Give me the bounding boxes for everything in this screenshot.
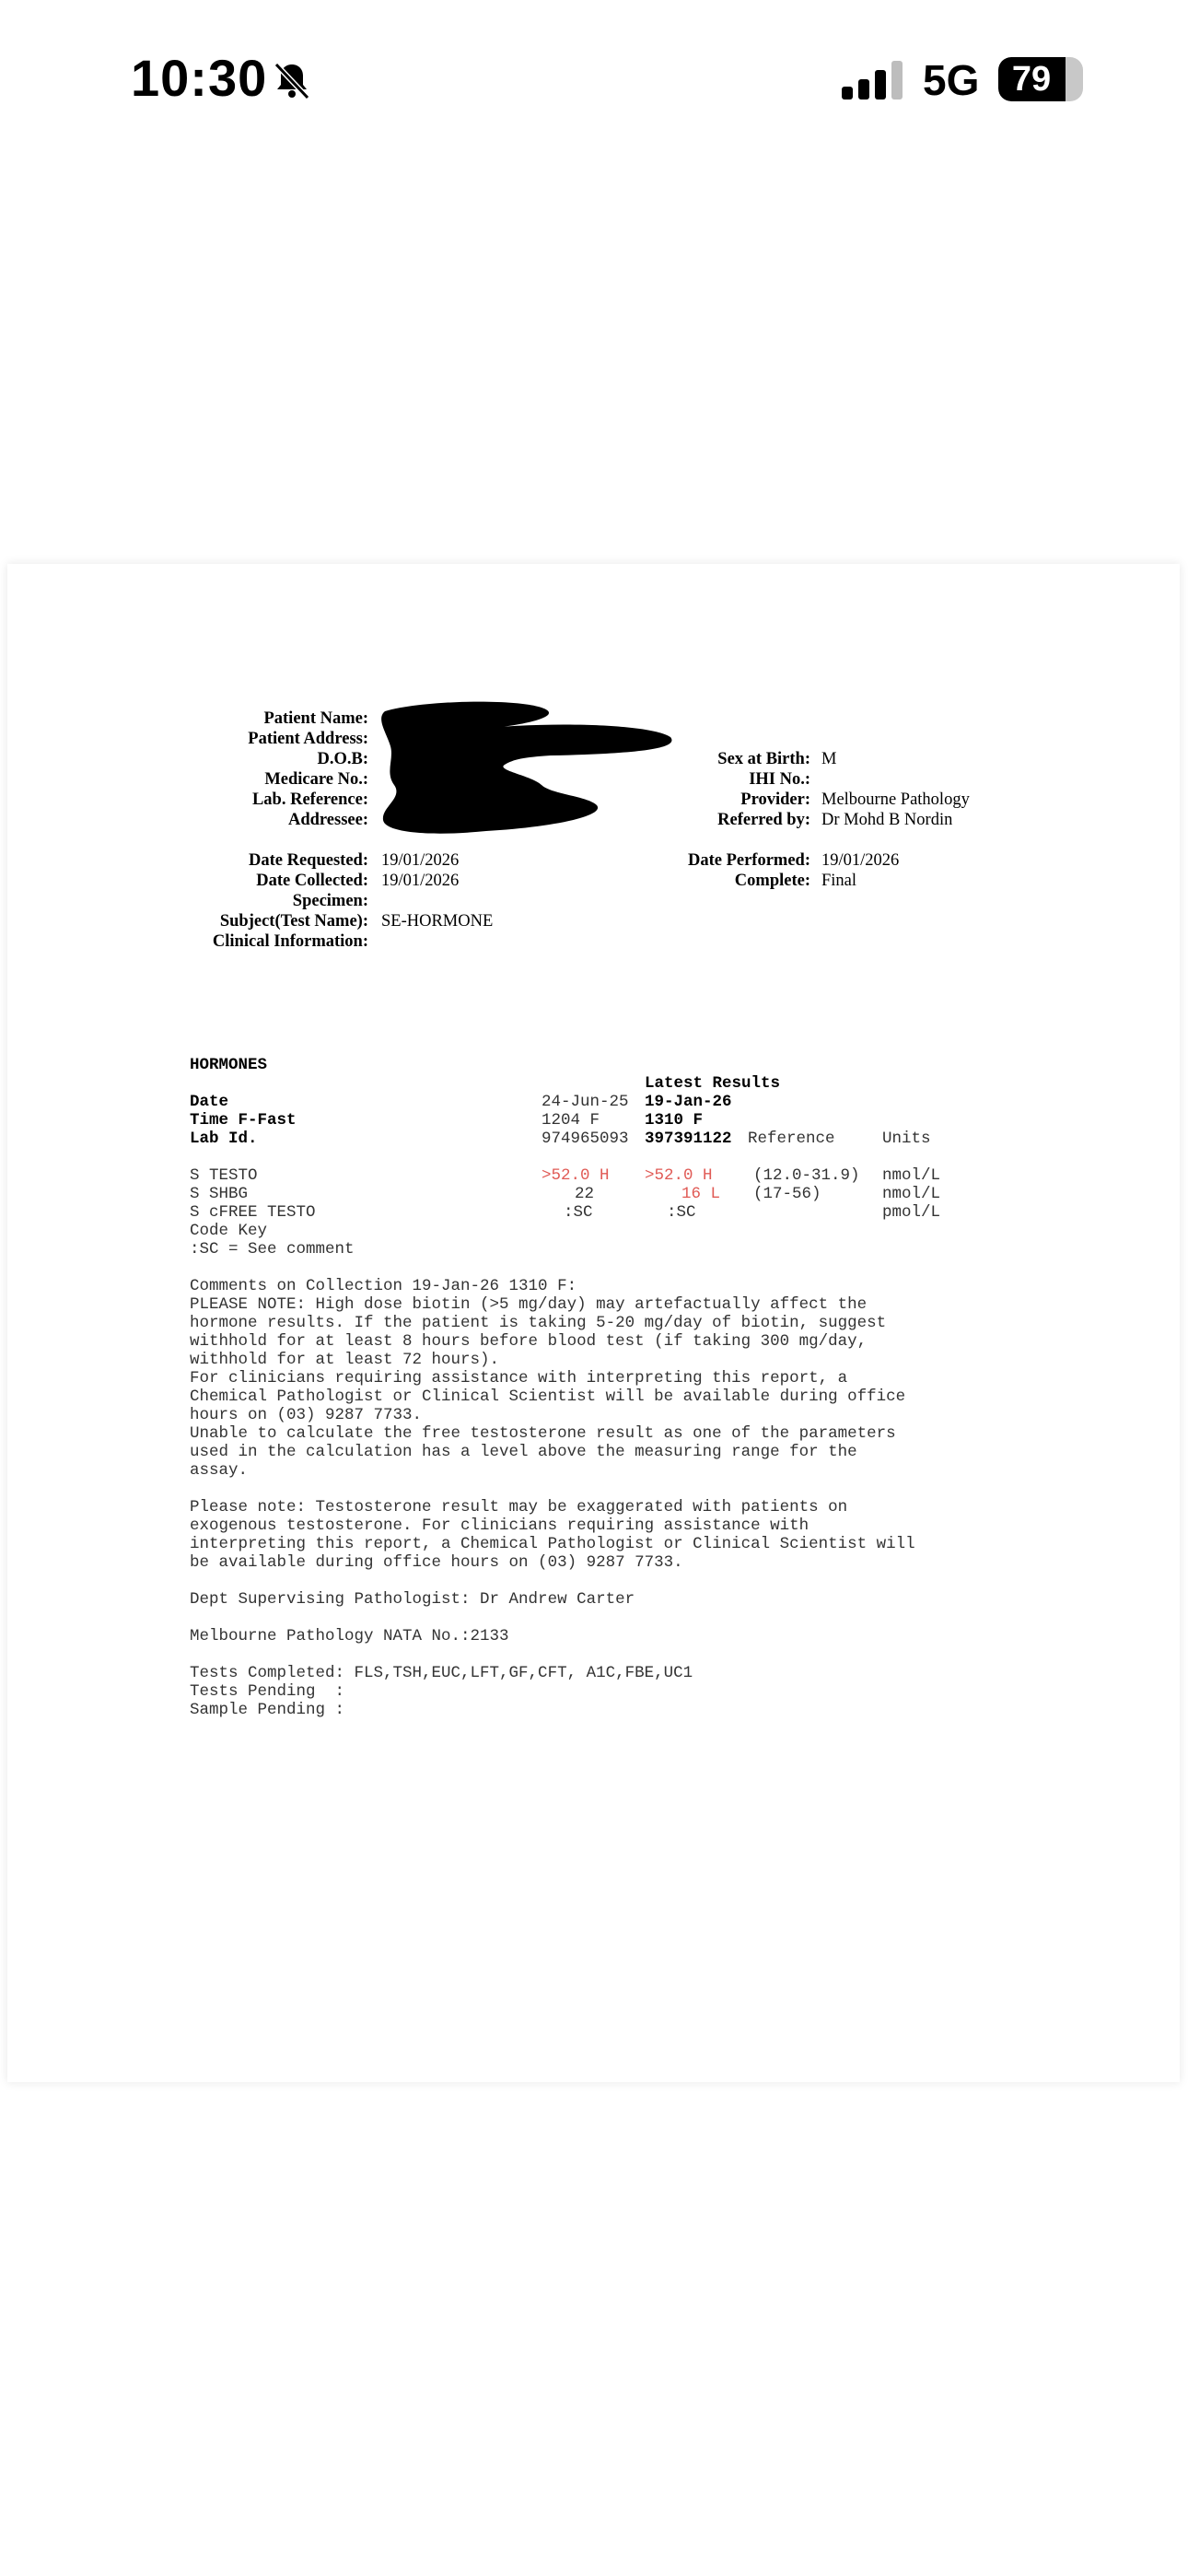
test-name: S TESTO	[190, 1166, 258, 1185]
label-lab-reference: Lab. Reference:	[251, 790, 368, 809]
report-page	[7, 564, 1180, 2082]
label-referred: Referred by:	[717, 811, 810, 829]
row-label-lab-id: Lab Id.	[190, 1130, 258, 1148]
value-provider: Melbourne Pathology	[821, 790, 970, 809]
battery-cap	[1076, 70, 1083, 88]
comment-line: withhold for at least 72 hours).	[190, 1351, 500, 1369]
label-dob: D.O.B:	[317, 750, 368, 768]
label-date-requested: Date Requested:	[249, 851, 368, 870]
test-latest: >52.0 H	[645, 1166, 713, 1185]
label-date-performed: Date Performed:	[687, 851, 810, 870]
code-key: Code Key	[190, 1222, 268, 1240]
lab-prev: 974965093	[542, 1130, 629, 1148]
comment-line: hours on (03) 9287 7733.	[190, 1406, 423, 1424]
value-date-performed: 19/01/2026	[821, 851, 900, 870]
code-sc: :SC = See comment	[190, 1240, 355, 1259]
comment-line: Comments on Collection 19-Jan-26 1310 F:	[190, 1277, 577, 1295]
time-prev: 1204 F	[542, 1111, 600, 1130]
label-subject: Subject(Test Name):	[219, 912, 368, 931]
section-title: HORMONES	[190, 1056, 268, 1074]
label-patient-name: Patient Name:	[263, 709, 368, 728]
comment-line: exogenous testosterone. For clinicians requiring assistance with	[190, 1516, 809, 1535]
comment-line: hormone results. If the patient is taking 5-20 mg/day of biotin, suggest	[190, 1314, 887, 1332]
units-header: Units	[882, 1130, 931, 1148]
test-latest: :SC	[667, 1203, 696, 1222]
test-units: nmol/L	[882, 1185, 941, 1203]
test-name: S cFREE TESTO	[190, 1203, 316, 1222]
comment-line: Please note: Testosterone result may be exaggerated with patients on	[190, 1498, 848, 1516]
time-latest: 1310 F	[645, 1111, 704, 1130]
label-ihi: IHI No.:	[749, 770, 810, 789]
date-prev: 24-Jun-25	[542, 1093, 629, 1111]
label-sex: Sex at Birth:	[717, 750, 810, 768]
latest-results-heading: Latest Results	[645, 1074, 781, 1093]
comment-line: Sample Pending :	[190, 1701, 345, 1719]
label-addressee: Addressee:	[287, 811, 368, 829]
bell-slash-icon	[271, 59, 313, 101]
label-date-collected: Date Collected:	[256, 872, 368, 890]
lab-latest: 397391122	[645, 1130, 732, 1148]
comment-line: Tests Completed: FLS,TSH,EUC,LFT,GF,CFT, A1C,FBE,UC1	[190, 1664, 693, 1682]
comment-line: Melbourne Pathology NATA No.:2133	[190, 1627, 509, 1645]
status-time: 10:30	[131, 49, 268, 107]
value-complete: Final	[821, 872, 857, 890]
network-type: 5G	[923, 56, 980, 104]
label-complete: Complete:	[734, 872, 810, 890]
value-date-collected: 19/01/2026	[381, 872, 460, 890]
comment-line: For clinicians requiring assistance with interpreting this report, a	[190, 1369, 848, 1388]
test-units: pmol/L	[882, 1203, 941, 1222]
redaction-mark	[367, 693, 680, 840]
row-label-time: Time F-Fast	[190, 1111, 297, 1130]
battery-level: 79	[1011, 60, 1052, 99]
label-specimen: Specimen:	[292, 892, 368, 910]
value-referred: Dr Mohd B Nordin	[821, 811, 953, 829]
date-latest: 19-Jan-26	[645, 1093, 732, 1111]
comment-line: be available during office hours on (03) 9287 7733.	[190, 1553, 683, 1572]
comment-line: interpreting this report, a Chemical Pathologist or Clinical Scientist will	[190, 1535, 915, 1553]
test-prev: :SC	[564, 1203, 593, 1222]
comment-line: Chemical Pathologist or Clinical Scientist will be available during office	[190, 1388, 906, 1406]
label-provider: Provider:	[740, 790, 810, 809]
test-latest: 16 L	[681, 1185, 721, 1203]
value-date-requested: 19/01/2026	[381, 851, 460, 870]
test-prev: 22	[575, 1185, 595, 1203]
test-name: S SHBG	[190, 1185, 249, 1203]
comment-line: Unable to calculate the free testosterone result as one of the parameters	[190, 1424, 896, 1443]
reference-header: Reference	[748, 1130, 835, 1148]
label-clinical-info: Clinical Information:	[212, 932, 368, 951]
comment-line: Tests Pending :	[190, 1682, 345, 1701]
label-medicare: Medicare No.:	[264, 770, 368, 789]
value-subject: SE-HORMONE	[381, 912, 494, 931]
comment-line: Dept Supervising Pathologist: Dr Andrew Carter	[190, 1590, 635, 1609]
signal-icon	[840, 59, 904, 101]
test-prev: >52.0 H	[542, 1166, 610, 1185]
test-units: nmol/L	[882, 1166, 941, 1185]
comment-line: assay.	[190, 1461, 249, 1480]
comment-line: withhold for at least 8 hours before blood test (if taking 300 mg/day,	[190, 1332, 868, 1351]
comment-line: PLEASE NOTE: High dose biotin (>5 mg/day) may artefactually affect the	[190, 1295, 868, 1314]
label-patient-address: Patient Address:	[248, 730, 368, 748]
test-reference: (17-56)	[753, 1185, 821, 1203]
comment-line: used in the calculation has a level above the measuring range for the	[190, 1443, 857, 1461]
test-reference: (12.0-31.9)	[753, 1166, 860, 1185]
battery-icon	[998, 57, 1083, 101]
value-sex: M	[821, 750, 837, 768]
status-bar	[0, 0, 1188, 166]
row-label-date: Date	[190, 1093, 229, 1111]
